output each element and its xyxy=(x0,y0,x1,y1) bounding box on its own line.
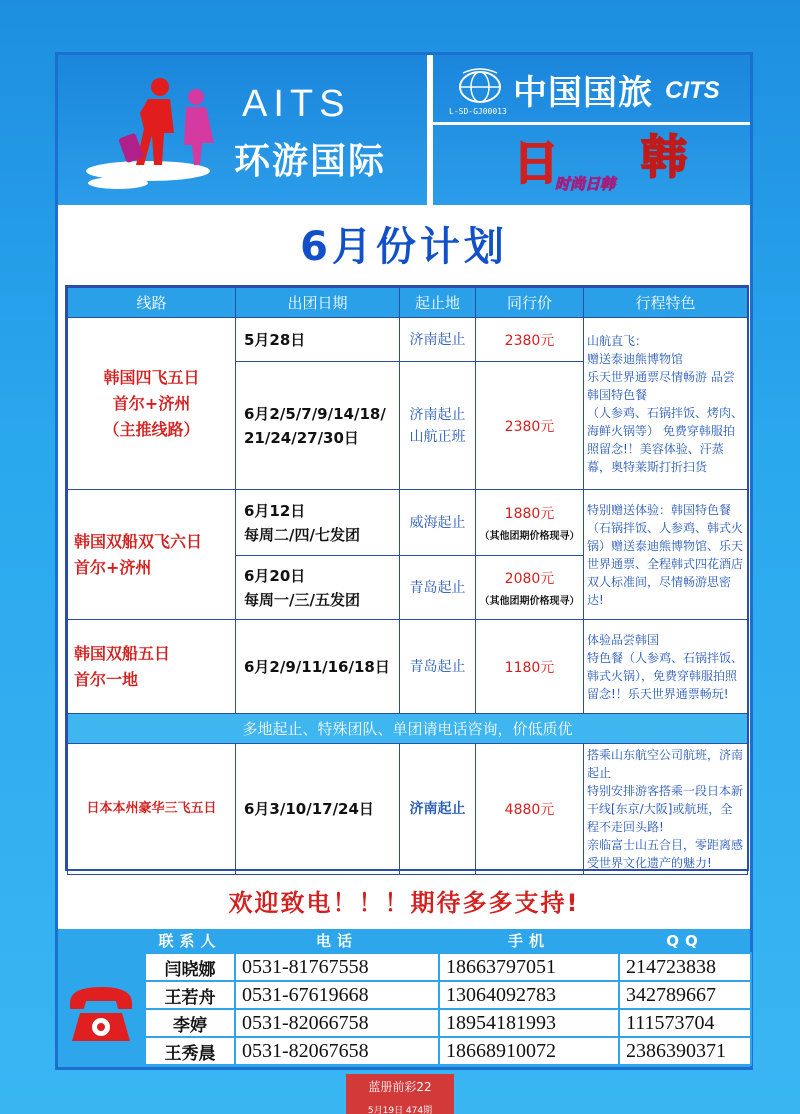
product-title-japan: 日 xyxy=(513,136,559,190)
origin-cell: 威海起止 xyxy=(400,490,476,556)
contact-qq: 342789667 xyxy=(619,981,751,1009)
origin-cell: 青岛起止 xyxy=(400,556,476,620)
price-note: （其他团期价格现寻） xyxy=(479,531,580,542)
price-cell: 2380元 xyxy=(476,362,584,490)
contact-qq: 214723838 xyxy=(619,953,751,981)
origin-line: 济南起止 xyxy=(409,406,466,423)
contact-phone[interactable]: 0531-82066758 xyxy=(235,1009,439,1037)
contact-name: 闫晓娜 xyxy=(145,953,235,981)
date-cell: 6月3/10/17/24日 xyxy=(236,744,400,875)
contact-mobile[interactable]: 18668910072 xyxy=(439,1037,619,1065)
price-note: （其他团期价格现寻） xyxy=(479,596,580,607)
price-cell xyxy=(476,556,584,620)
contact-mobile[interactable]: 13064092783 xyxy=(439,981,619,1009)
col-header-features: 行程特色 xyxy=(584,288,748,318)
route-name: 韩国双船双飞六日 xyxy=(74,531,203,551)
route-cell xyxy=(68,490,236,620)
product-subtitle: 时尚日韩 xyxy=(555,175,616,193)
col-header-origin: 起止地 xyxy=(400,288,476,318)
date-line: 6月12日 xyxy=(244,501,306,520)
table-row xyxy=(68,490,748,556)
col-header-mobile: 手机 xyxy=(507,932,550,950)
travelers-logo-icon xyxy=(78,73,228,195)
features-cell: 山航直飞： 赠送泰迪熊博物馆 乐天世界通票尽情畅游 品尝韩国特色餐 （人参鸡、石锅拌饭、烤肉、海鲜火锅等） 免费穿韩服拍照留念!！美容体验、汗蒸幕，奥特莱斯打折扫货 xyxy=(584,318,748,490)
aits-chinese-name: 环游国际 xyxy=(234,141,387,182)
page-title: 6月份计划 xyxy=(300,224,508,270)
date-line: 6月20日 xyxy=(244,566,306,585)
contact-row xyxy=(145,981,751,1009)
route-destinations: 首尔一地 xyxy=(74,669,139,689)
footer-tab xyxy=(346,1074,454,1114)
col-header-phone: 电话 xyxy=(315,932,358,950)
consult-band: 多地起止、特殊团队、单团请电话咨询，价低质优 xyxy=(68,714,748,744)
contact-qq: 111573704 xyxy=(619,1009,751,1037)
globe-emblem-icon xyxy=(457,65,503,105)
welcome-message: 欢迎致电！！！期待多多支持! xyxy=(228,889,580,917)
contact-row xyxy=(145,1037,751,1065)
contact-name: 李婷 xyxy=(145,1009,235,1037)
contact-section xyxy=(58,929,750,1067)
price-cell: 2380元 xyxy=(476,318,584,362)
col-header-route: 线路 xyxy=(68,288,236,318)
footer-page-label: 蓝册前彩22 xyxy=(368,1080,432,1094)
table-row xyxy=(68,744,748,875)
footer-issue-label: 5月19日 474期 xyxy=(367,1106,433,1114)
date-cell: 5月28日 xyxy=(236,318,400,362)
date-cell xyxy=(236,490,400,556)
route-cell: 日本本州豪华三飞五日 xyxy=(68,744,236,875)
origin-cell: 青岛起止 xyxy=(400,620,476,714)
route-destinations: 首尔+济州 xyxy=(112,393,191,413)
telephone-icon xyxy=(66,979,136,1049)
origin-cell xyxy=(400,362,476,490)
features-cell: 体验品尝韩国 特色餐（人参鸡、石锅拌饭、韩式火锅），免费穿韩服拍照留念!！乐天世界通票畅玩! xyxy=(584,620,748,714)
price-cell xyxy=(476,490,584,556)
date-line: 每周二/四/七发团 xyxy=(244,525,360,544)
table-row xyxy=(68,318,748,362)
col-header-contact: 联系人 xyxy=(158,932,222,950)
contact-row xyxy=(145,953,751,981)
cits-english-name: CITS xyxy=(665,77,720,104)
contact-mobile[interactable]: 18954181993 xyxy=(439,1009,619,1037)
origin-cell: 济南起止 xyxy=(400,318,476,362)
contact-qq: 2386390371 xyxy=(619,1037,751,1065)
contact-phone[interactable]: 0531-82067658 xyxy=(235,1037,439,1065)
route-destinations: 首尔+济州 xyxy=(74,557,152,577)
route-name: 韩国四飞五日 xyxy=(103,367,200,387)
features-cell: 搭乘山东航空公司航班，济南起止 特别安排游客搭乘一段日本新干线[东京/大阪]或航班，全程不走回头路! 亲临富士山五合目，零距离感受世界文化遗产的魅力! xyxy=(584,744,748,875)
contact-phone[interactable]: 0531-81767558 xyxy=(235,953,439,981)
contact-header-row xyxy=(145,929,751,953)
route-cell xyxy=(68,620,236,714)
aits-header xyxy=(58,55,430,205)
table-header-row xyxy=(68,288,748,318)
route-cell xyxy=(68,318,236,490)
contact-phone[interactable]: 0531-67619668 xyxy=(235,981,439,1009)
date-cell: 6月2/9/11/16/18日 xyxy=(236,620,400,714)
price-value: 2080元 xyxy=(504,571,555,587)
tour-table xyxy=(65,285,749,871)
date-cell xyxy=(236,556,400,620)
route-name: 韩国双船五日 xyxy=(74,643,171,663)
cits-brand-bar xyxy=(433,55,750,125)
price-value: 1880元 xyxy=(504,506,555,522)
aits-english-name: AITS xyxy=(242,83,351,125)
origin-cell: 济南起止 xyxy=(400,744,476,875)
date-line: 21/24/27/30日 xyxy=(244,428,359,447)
date-cell xyxy=(236,362,400,490)
col-header-price: 同行价 xyxy=(476,288,584,318)
date-line: 6月2/5/7/9/14/18/ xyxy=(244,404,386,423)
cits-chinese-name: 中国国旅 xyxy=(513,73,653,113)
table-row xyxy=(68,620,748,714)
contact-row xyxy=(145,1009,751,1037)
flyer-sheet xyxy=(55,52,753,1070)
contact-mobile[interactable]: 18663797051 xyxy=(439,953,619,981)
origin-line: 山航正班 xyxy=(409,428,466,445)
consult-band-row xyxy=(68,714,748,744)
contact-name: 王若舟 xyxy=(145,981,235,1009)
col-header-qq: QQ xyxy=(666,931,704,950)
cits-header xyxy=(433,55,750,205)
price-cell: 1180元 xyxy=(476,620,584,714)
col-header-date: 出团日期 xyxy=(236,288,400,318)
product-title-korea: 韩 xyxy=(641,130,687,184)
features-cell: 特别赠送体验：韩国特色餐（石锅拌饭、人参鸡、韩式火锅）赠送泰迪熊博物馆、乐天世界通票、全程韩式四花酒店双人标准间，尽情畅游思密达! xyxy=(584,490,748,620)
price-cell: 4880元 xyxy=(476,744,584,875)
route-note: （主推线路） xyxy=(103,419,200,439)
date-line: 每周一/三/五发团 xyxy=(244,590,360,609)
license-code: L-SD-GJ00013 xyxy=(449,107,507,116)
contact-name: 王秀晨 xyxy=(145,1037,235,1065)
